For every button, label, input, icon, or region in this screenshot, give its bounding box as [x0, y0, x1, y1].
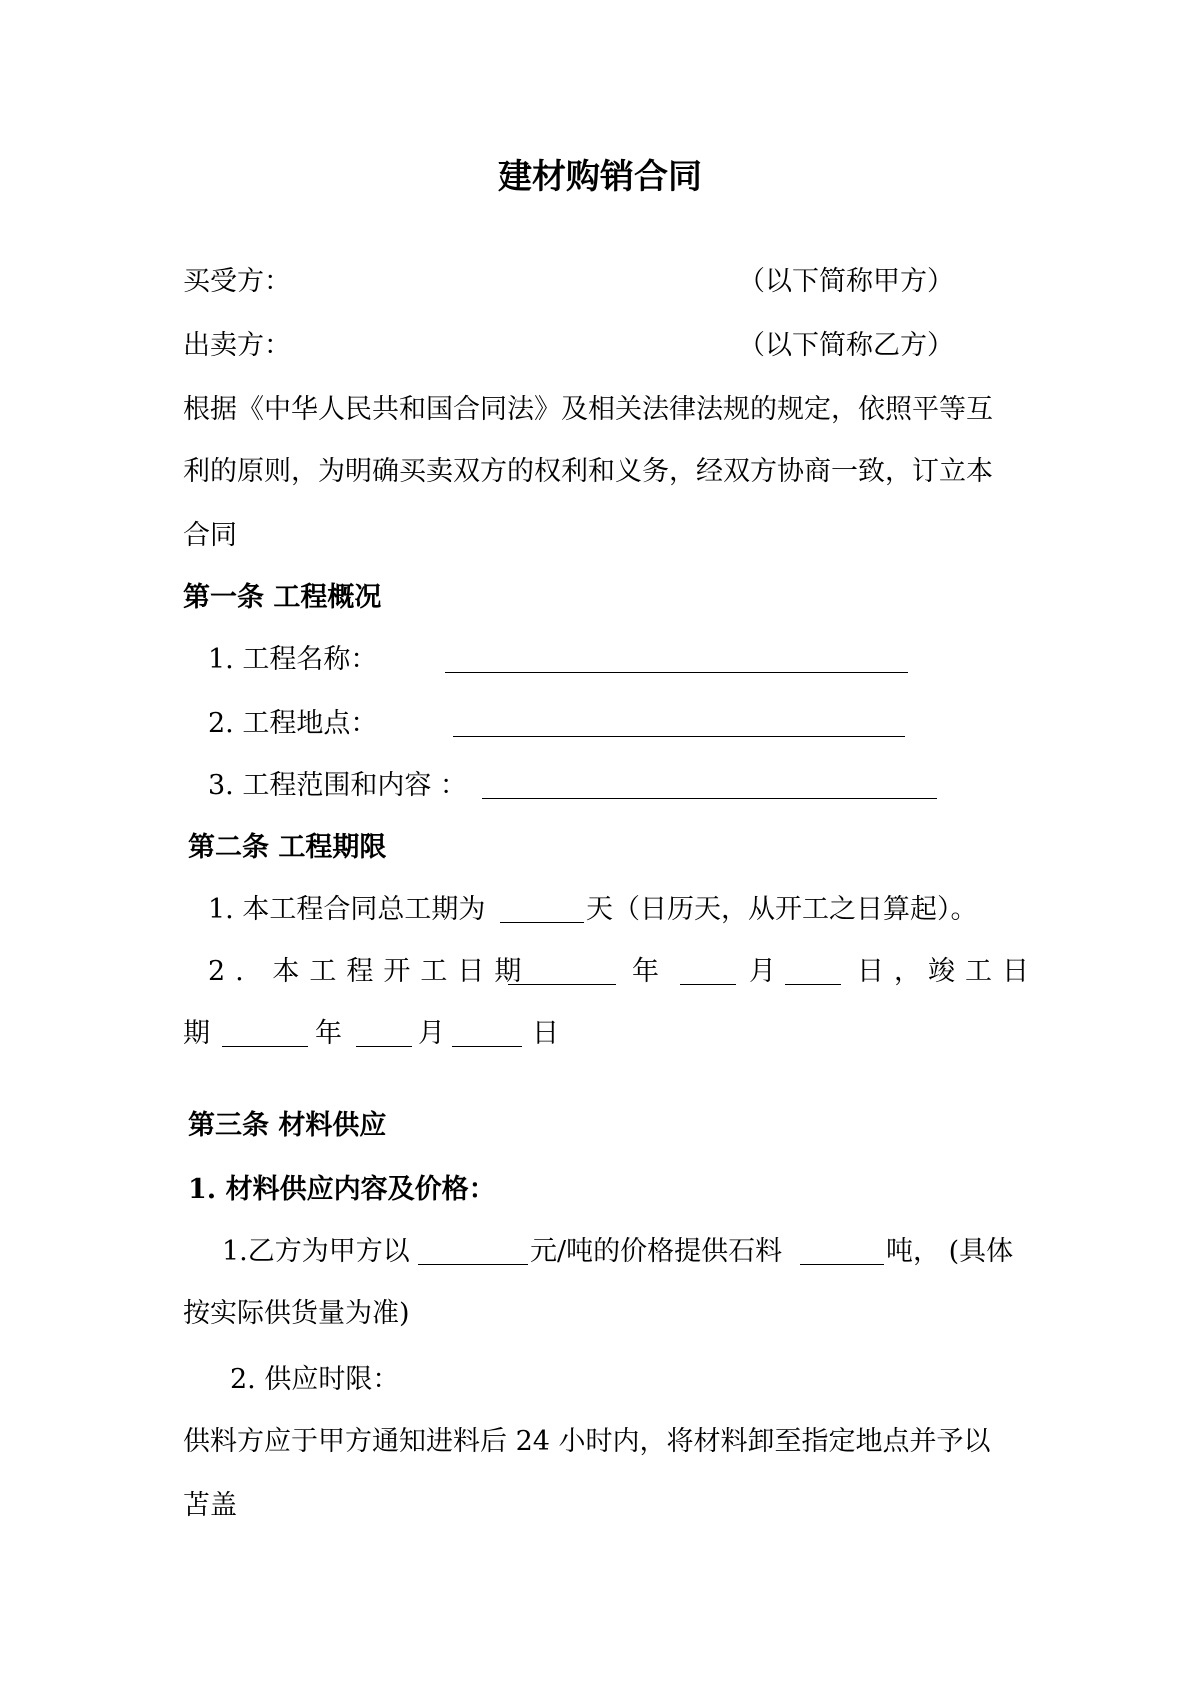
seller-note: （以下简称乙方） [738, 330, 954, 361]
quantity-tons-blank[interactable] [800, 1234, 884, 1265]
finish-month-blank[interactable] [356, 1016, 412, 1047]
duration-days-blank[interactable] [500, 892, 584, 923]
article1-item-project-location [0, 704, 1200, 744]
price-suffix: 吨， (具体 [886, 1236, 1014, 1267]
article3-item-price [0, 1232, 1200, 1272]
project-location-blank[interactable] [453, 706, 905, 737]
project-scope-label: 3. 工程范围和内容 ： [208, 770, 467, 801]
buyer-label: 买受方： [183, 266, 291, 297]
article3-sub1-heading: 1. 材料供应内容及价格： [188, 1174, 496, 1205]
start-year-unit: 年 [632, 956, 659, 987]
article2-item-dates-continued [0, 1014, 1200, 1054]
buyer-note: （以下简称甲方） [738, 266, 954, 297]
article3-heading: 第三条 材料供应 [188, 1110, 387, 1141]
article1-item-project-name [0, 640, 1200, 680]
project-name-blank[interactable] [445, 642, 908, 673]
article2-item-dates [0, 952, 1200, 992]
supply-line-1: 供料方应于甲方通知进料后 24 小时内，将材料卸至指定地点并予以 [183, 1426, 991, 1457]
start-day-unit: 日， [857, 956, 931, 987]
preamble-line-3: 合同 [183, 520, 237, 551]
price-mid: 元/吨的价格提供石料 [530, 1236, 783, 1267]
finish-date-label-cont: 期 [183, 1018, 210, 1049]
article1-heading: 第一条 工程概况 [183, 582, 382, 613]
start-year-blank[interactable] [508, 954, 616, 985]
article2-heading: 第二条 工程期限 [188, 832, 387, 863]
finish-year-blank[interactable] [222, 1016, 308, 1047]
finish-date-label: 竣工日 [928, 956, 1039, 987]
price-prefix: 1.乙方为甲方以 [222, 1236, 410, 1267]
project-location-label: 2. 工程地点： [208, 708, 378, 739]
start-month-blank[interactable] [680, 954, 736, 985]
seller-line [0, 326, 1200, 366]
article2-item-duration [0, 890, 1200, 930]
start-date-prefix: 2. 本工程开工日期 [208, 956, 532, 987]
supply-time-label: 2. 供应时限： [230, 1364, 400, 1395]
finish-month-unit: 月 [418, 1018, 445, 1049]
duration-suffix: 天（日历天，从开工之日算起）。 [586, 894, 978, 925]
preamble-line-1: 根据《中华人民共和国合同法》及相关法律法规的规定，依照平等互 [183, 394, 993, 425]
price-line-2: 按实际供货量为准) [183, 1298, 410, 1329]
seller-label: 出卖方： [183, 330, 291, 361]
supply-line-2: 苫盖 [183, 1490, 237, 1521]
project-name-label: 1. 工程名称： [208, 644, 378, 675]
buyer-line [0, 262, 1200, 302]
start-day-blank[interactable] [785, 954, 841, 985]
finish-day-unit: 日 [532, 1018, 559, 1049]
article1-item-project-scope [0, 766, 1200, 806]
start-month-unit: 月 [749, 956, 776, 987]
preamble-line-2: 利的原则，为明确买卖双方的权利和义务，经双方协商一致，订立本 [183, 456, 993, 487]
duration-prefix: 1. 本工程合同总工期为 [208, 894, 486, 925]
finish-year-unit: 年 [315, 1018, 342, 1049]
finish-day-blank[interactable] [452, 1016, 522, 1047]
document-title: 建材购销合同 [498, 157, 702, 197]
project-scope-blank[interactable] [482, 768, 937, 799]
price-per-ton-blank[interactable] [418, 1234, 528, 1265]
